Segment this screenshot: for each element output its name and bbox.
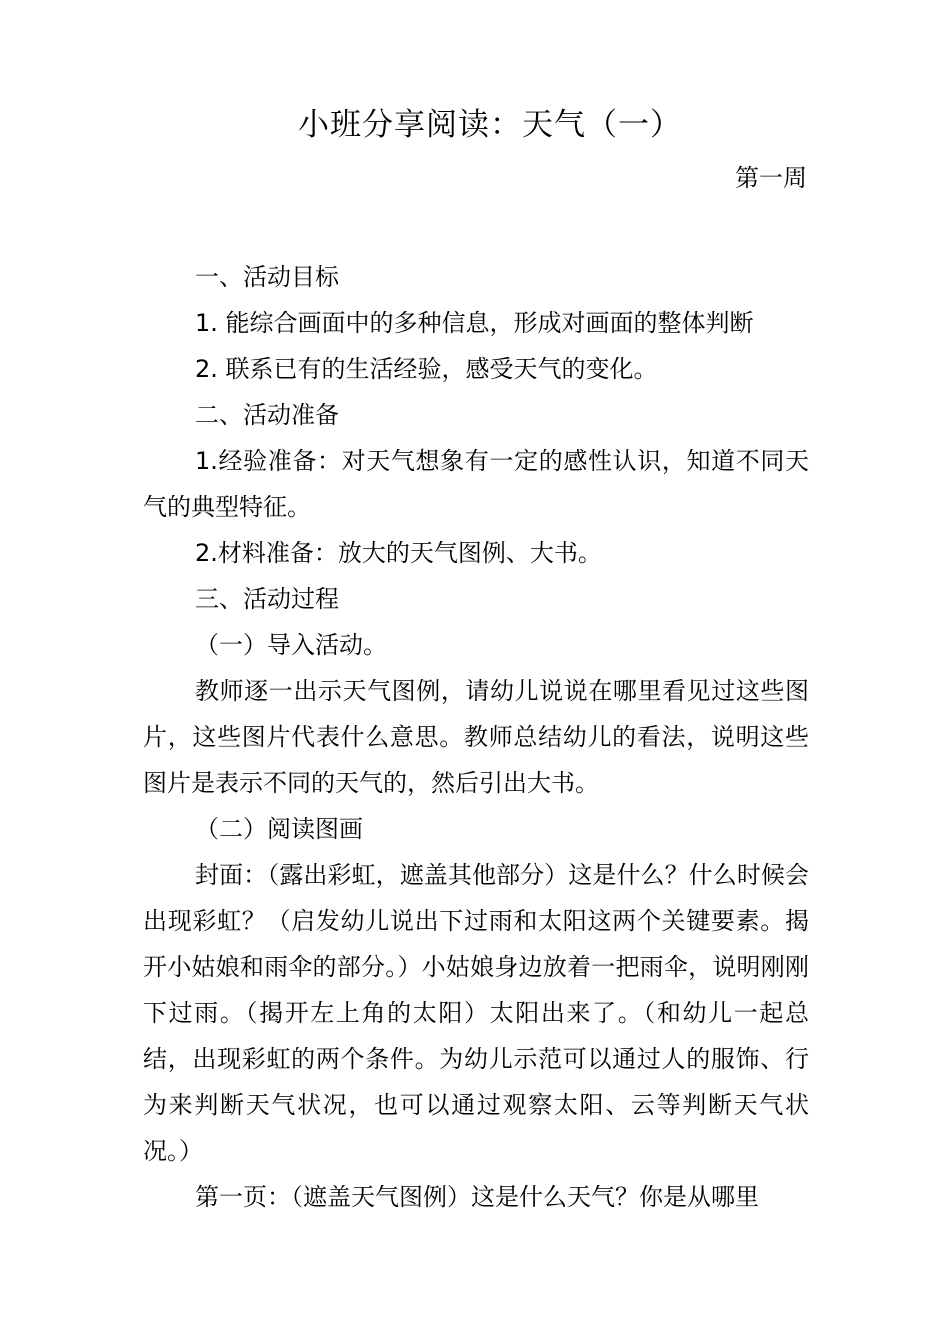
section-heading-preparation: 二、活动准备 [195, 401, 339, 429]
page-one-paragraph: 第一页：（遮盖天气图例）这是什么天气？你是从哪里 [195, 1183, 759, 1211]
document-body [143, 254, 809, 1220]
goal-item-1: 1. 能综合画面中的多种信息，形成对画面的整体判断 [195, 309, 754, 337]
process-step-1-text: 教师逐一出示天气图例，请幼儿说说在哪里看见过这些图片，这些图片代表什么意思。教师总结幼儿的看法，说明这些图片是表示不同的天气的，然后引出大书。 [143, 677, 809, 797]
goal-item-2: 2. 联系已有的生活经验，感受天气的变化。 [195, 355, 658, 383]
section-heading-process: 三、活动过程 [195, 585, 339, 613]
preparation-item-2: 2.材料准备：放大的天气图例、大书。 [195, 539, 602, 567]
section-heading-goals: 一、活动目标 [195, 263, 339, 291]
process-step-1-heading: （一）导入活动。 [195, 631, 387, 659]
cover-paragraph: 封面：（露出彩虹，遮盖其他部分）这是什么？什么时候会出现彩虹？（启发幼儿说出下过雨和太阳这两个关键要素。揭开小姑娘和雨伞的部分。）小姑娘身边放着一把雨伞，说明刚刚下过雨。（揭开左上角的太阳）太阳出来了。（和幼儿一起总结，出现彩虹的两个条件。为幼儿示范可以通过人的服饰、行为来判断天气状况，也可以通过观察太阳、云等判断天气状况。） [143, 861, 809, 1165]
preparation-item-1: 1.经验准备：对天气想象有一定的感性认识，知道不同天气的典型特征。 [143, 447, 809, 521]
process-step-2-heading: （二）阅读图画 [195, 815, 363, 843]
document-title: 小班分享阅读：天气（一） [298, 107, 682, 143]
week-label: 第一周 [735, 164, 807, 192]
